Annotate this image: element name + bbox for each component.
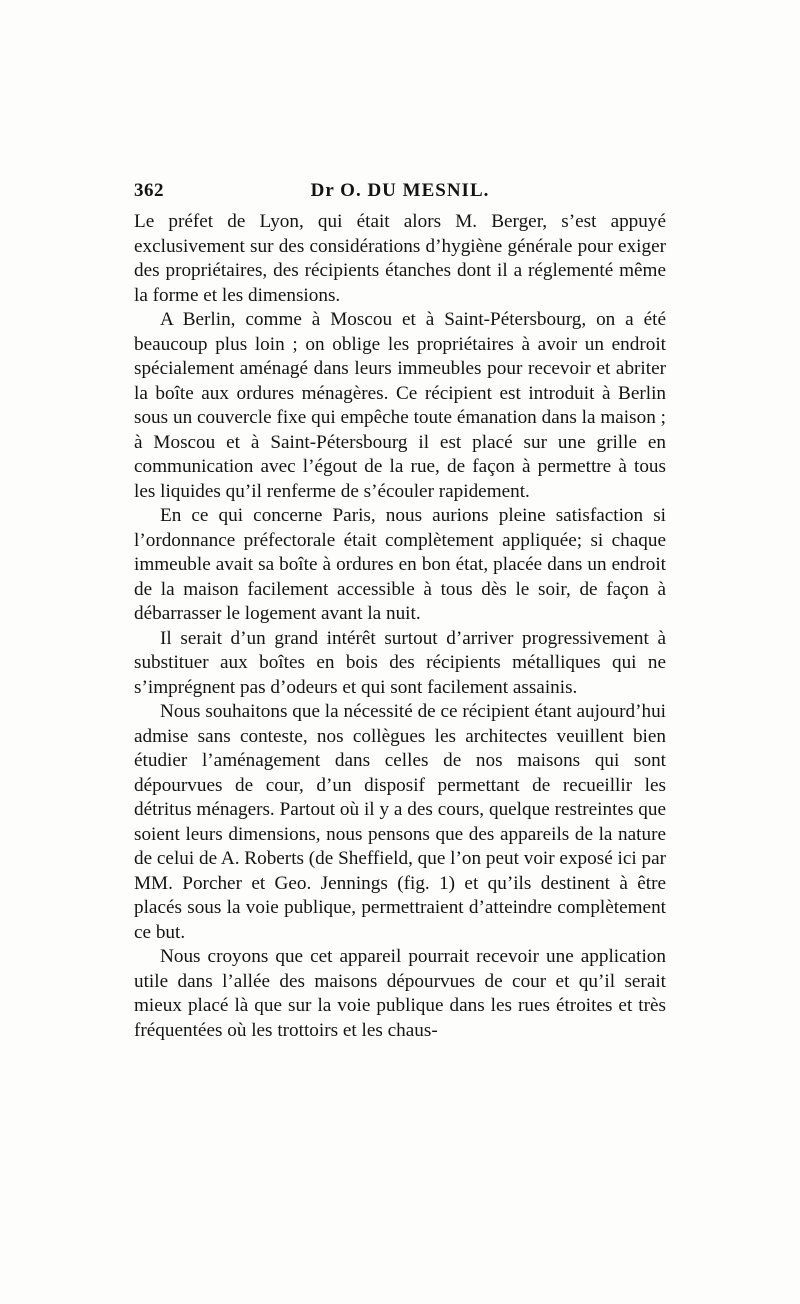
body-text	[134, 210, 666, 1043]
paragraph: Nous croyons que cet appareil pourrait recevoir une application utile dans l’allée des maisons dépourvues de cour et qu’il serait mieux placé là que sur la voie publique dans les rues étroites et très fréquentées où les trottoirs et les chaus-	[134, 946, 666, 1041]
paragraph: A Berlin, comme à Moscou et à Saint-Pétersbourg, on a été beaucoup plus loin ; on oblige les propriétaires à avoir un endroit spécialement aménagé dans leurs immeubles pour recevoir et abriter la boîte aux ordures ménagères. Ce récipient est introduit à Berlin sous un couvercle fixe qui empêche toute émanation dans la maison ; à Moscou et à Saint-Pétersbourg il est placé sur une grille en communication avec l’égout de la rue, de façon à permettre à tous les liquides qu’il renferme de s’écouler rapidement.	[134, 309, 666, 502]
page-number: 362	[134, 180, 164, 201]
page-header	[134, 180, 666, 206]
paragraph: Nous souhaitons que la nécessité de ce récipient étant aujourd’hui admise sans conteste, nos collègues les architectes veuillent bien étudier l’aménagement dans celles de nos maisons qui sont dépourvues de cour, d’un disposif permettant de recueillir les détritus ménagers. Partout où il y a des cours, quelque restreintes que soient leurs dimensions, nous pensons que des appareils de la nature de celui de A. Roberts (de Sheffield, que l’on peut voir exposé ici par MM. Porcher et Geo. Jennings (fig. 1) et qu’ils destinent à être placés sous la voie publique, permettraient d’atteindre complètement ce but.	[134, 701, 666, 943]
paragraph: En ce qui concerne Paris, nous aurions pleine satisfaction si l’ordonnance préfectorale était complètement appliquée; si chaque immeuble avait sa boîte à ordures en bon état, placée dans un endroit de la maison facilement accessible à tous dès le soir, de façon à débarrasser le logement avant la nuit.	[134, 505, 666, 624]
paragraph: Le préfet de Lyon, qui était alors M. Berger, s’est appuyé exclusivement sur des considérations d’hygiène générale pour exiger des propriétaires, des récipients étanches dont il a réglementé même la forme et les dimensions.	[134, 211, 666, 306]
running-head: Dr O. DU MESNIL.	[310, 180, 490, 201]
paragraph: Il serait d’un grand intérêt surtout d’arriver progressivement à substituer aux boîtes en bois des récipients métalliques qui ne s’imprégnent pas d’odeurs et qui sont facilement assainis.	[134, 627, 666, 698]
